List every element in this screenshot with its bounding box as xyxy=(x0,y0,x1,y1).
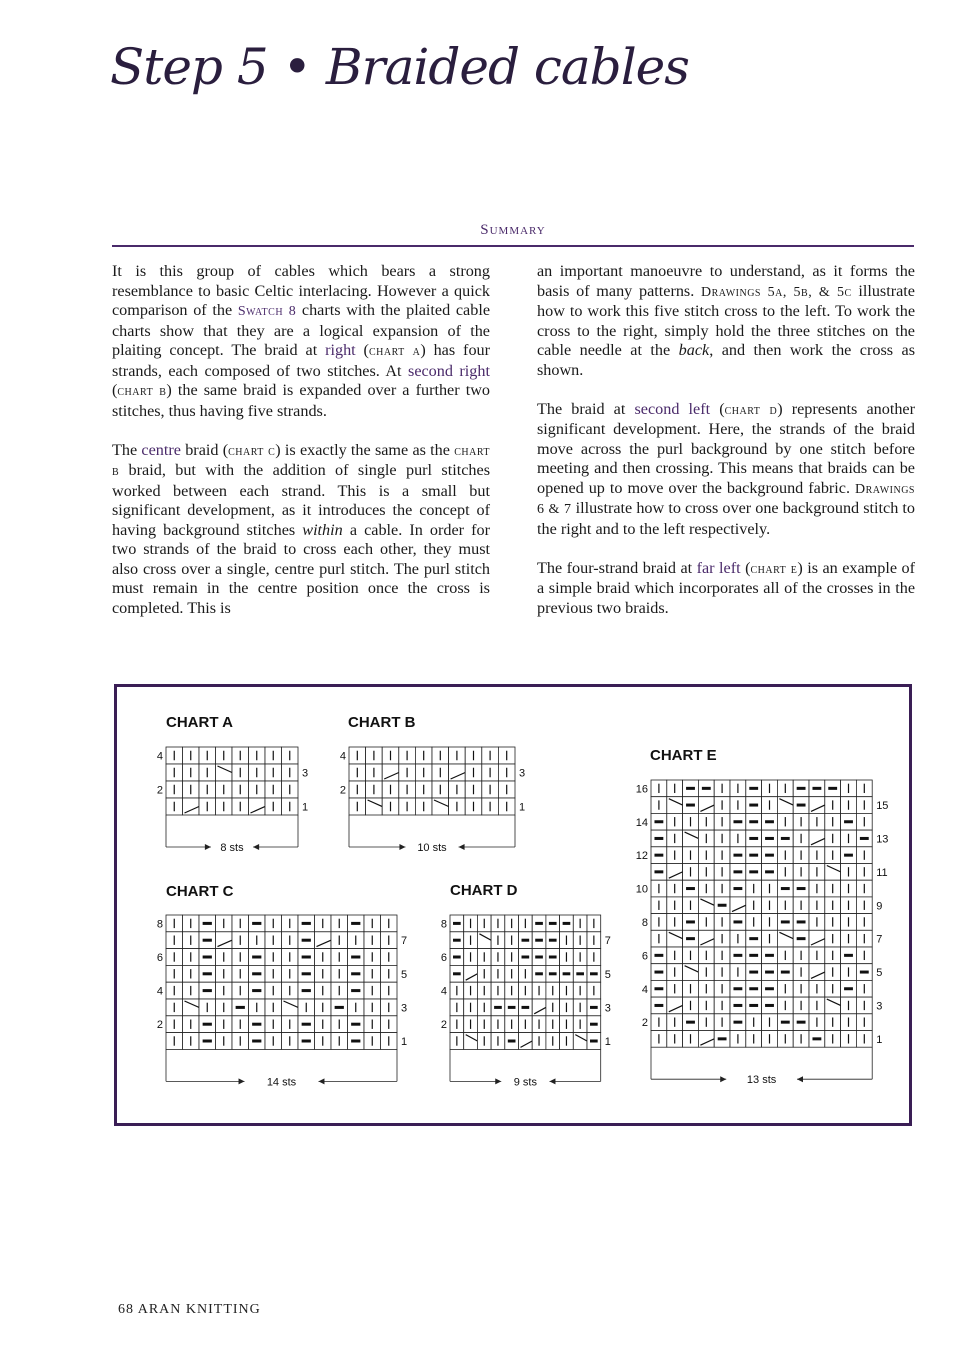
purl-symbol xyxy=(252,1023,261,1026)
text-run: ) represents another significant development. Here, the strands of the braid move across the purl background by one stitch before meeting and then crossing. This means that braids can be opened up to move over the background fabric. xyxy=(537,399,916,497)
arrow-right-icon xyxy=(205,844,211,850)
purl-symbol xyxy=(797,804,806,807)
page-footer xyxy=(118,1302,261,1318)
purl-symbol xyxy=(563,922,571,925)
purl-symbol xyxy=(236,1006,245,1009)
chart-grid-group xyxy=(636,780,889,1086)
footer-book-title: ARAN KNITTING xyxy=(137,1302,261,1317)
purl-symbol xyxy=(733,954,742,957)
purl-symbol xyxy=(844,954,853,957)
text-run: right xyxy=(325,341,356,359)
stitch-count-label: 10 sts xyxy=(417,842,447,854)
arrow-right-icon xyxy=(399,844,405,850)
purl-symbol xyxy=(508,1040,516,1043)
purl-symbol xyxy=(686,887,695,890)
purl-symbol xyxy=(781,887,790,890)
row-number-label: 5 xyxy=(604,968,611,981)
row-number-label: 3 xyxy=(302,767,309,780)
purl-symbol xyxy=(494,1006,502,1009)
paragraph-1 xyxy=(112,262,490,421)
purl-symbol xyxy=(781,920,790,923)
purl-symbol xyxy=(733,870,742,873)
row-number-label: 9 xyxy=(876,900,883,913)
purl-symbol xyxy=(453,956,461,959)
purl-symbol xyxy=(302,956,311,959)
purl-symbol xyxy=(590,1040,598,1043)
purl-symbol xyxy=(535,972,543,975)
purl-symbol xyxy=(765,987,774,990)
row-number-label: 1 xyxy=(401,1036,408,1048)
purl-symbol xyxy=(351,1040,360,1043)
purl-symbol xyxy=(749,971,758,974)
purl-symbol xyxy=(453,939,461,942)
purl-symbol xyxy=(549,922,557,925)
arrow-right-icon xyxy=(239,1078,245,1084)
purl-symbol xyxy=(781,1021,790,1024)
purl-symbol xyxy=(765,854,774,857)
chart-c xyxy=(146,915,427,1099)
purl-symbol xyxy=(749,837,758,840)
chart-a-title: CHART A xyxy=(166,714,233,731)
row-number-label: 14 xyxy=(635,816,648,829)
purl-symbol xyxy=(781,837,790,840)
stitch-count-label: 13 sts xyxy=(746,1074,777,1087)
arrow-right-icon xyxy=(495,1078,501,1084)
row-number-label: 7 xyxy=(876,933,883,946)
chart-grid-group xyxy=(157,747,308,854)
purl-symbol xyxy=(252,989,261,992)
purl-symbol xyxy=(302,972,311,975)
text-run: Drawings 5a, 5b, & 5c xyxy=(701,284,852,300)
purl-symbol xyxy=(535,939,543,942)
text-run: second right xyxy=(408,361,490,380)
chart-grid-group xyxy=(441,915,611,1088)
row-number-label: 2 xyxy=(440,1019,447,1032)
text-run: chart a xyxy=(368,344,421,359)
page-title: Step 5 • Braided cables xyxy=(110,38,689,96)
arrow-right-icon xyxy=(720,1076,726,1082)
row-number-label: 2 xyxy=(156,784,163,797)
purl-symbol xyxy=(733,1004,742,1007)
text-run: chart c xyxy=(228,443,276,459)
purl-symbol xyxy=(718,904,727,907)
text-run: within xyxy=(302,520,343,539)
purl-symbol xyxy=(718,1037,727,1040)
row-number-label: 4 xyxy=(339,750,346,763)
text-run: The four-strand braid at xyxy=(537,558,697,577)
purl-symbol xyxy=(749,937,758,940)
row-number-label: 2 xyxy=(641,1017,648,1030)
purl-symbol xyxy=(252,956,261,959)
row-number-label: 2 xyxy=(156,1019,163,1032)
text-run: back xyxy=(678,341,710,359)
row-number-label: 3 xyxy=(604,1002,611,1015)
row-number-label: 6 xyxy=(440,952,447,964)
purl-symbol xyxy=(654,987,663,990)
row-number-label: 4 xyxy=(156,750,163,763)
purl-symbol xyxy=(252,922,261,925)
purl-symbol xyxy=(203,989,212,992)
purl-symbol xyxy=(351,989,360,992)
purl-symbol xyxy=(453,922,461,925)
row-number-label: 2 xyxy=(339,784,346,797)
purl-symbol xyxy=(733,820,742,823)
purl-symbol xyxy=(508,1006,516,1009)
purl-symbol xyxy=(686,937,695,940)
purl-symbol xyxy=(781,971,790,974)
text-run: The braid at xyxy=(537,399,635,418)
purl-symbol xyxy=(844,820,853,823)
purl-symbol xyxy=(590,1023,598,1026)
purl-symbol xyxy=(203,1023,212,1026)
purl-symbol xyxy=(749,987,758,990)
purl-symbol xyxy=(860,971,869,974)
row-number-label: 7 xyxy=(401,935,408,948)
purl-symbol xyxy=(765,820,774,823)
purl-symbol xyxy=(797,920,806,923)
chart-b xyxy=(329,747,545,865)
purl-symbol xyxy=(351,972,360,975)
row-number-label: 7 xyxy=(604,935,611,948)
text-run: ) has four strands, each composed of two stitches. At xyxy=(112,341,491,380)
purl-symbol xyxy=(733,987,742,990)
purl-symbol xyxy=(302,1023,311,1026)
chart-grid-group xyxy=(157,915,407,1088)
text-run: The xyxy=(112,440,142,459)
purl-symbol xyxy=(797,887,806,890)
text-run: chart e xyxy=(750,561,798,577)
stitch-count-label: 14 sts xyxy=(266,1076,297,1089)
row-number-label: 1 xyxy=(519,801,526,814)
purl-symbol xyxy=(765,870,774,873)
purl-symbol xyxy=(335,1006,344,1009)
stitch-count-label: 9 sts xyxy=(513,1076,537,1089)
row-number-label: 12 xyxy=(635,850,648,863)
purl-symbol xyxy=(797,787,806,790)
purl-symbol xyxy=(686,920,695,923)
purl-symbol xyxy=(302,989,311,992)
purl-symbol xyxy=(453,972,461,975)
chart-e-title: CHART E xyxy=(650,747,717,764)
purl-symbol xyxy=(522,1006,530,1009)
text-run: chart b xyxy=(112,443,490,479)
purl-symbol xyxy=(749,804,758,807)
text-run: charts with the plaited cable charts show that they are a logical expansion of the plaiting concept. The braid at xyxy=(112,301,490,359)
purl-symbol xyxy=(549,956,557,959)
purl-symbol xyxy=(302,939,311,942)
text-run: ( xyxy=(710,399,725,418)
purl-symbol xyxy=(654,820,663,823)
arrow-left-icon xyxy=(549,1078,555,1084)
row-number-label: 4 xyxy=(641,983,648,996)
purl-symbol xyxy=(522,939,530,942)
text-run: chart d xyxy=(724,402,778,418)
purl-symbol xyxy=(686,787,695,790)
purl-symbol xyxy=(654,1004,663,1007)
purl-symbol xyxy=(733,854,742,857)
row-number-label: 3 xyxy=(401,1002,408,1015)
chart-e xyxy=(631,780,902,1097)
row-number-label: 5 xyxy=(401,968,408,981)
text-run: Drawings 6 & 7 xyxy=(537,481,915,517)
purl-symbol xyxy=(252,972,261,975)
purl-symbol xyxy=(351,922,360,925)
purl-symbol xyxy=(549,972,557,975)
purl-symbol xyxy=(702,787,711,790)
text-column-right xyxy=(537,262,915,638)
purl-symbol xyxy=(654,971,663,974)
text-run: a cable. In order for two strands of the braid to cross each other, they must also cross over a single, centre purl stitch. The purl stitch must remain in the centre position once the cross is completed. This is xyxy=(112,520,491,617)
purl-symbol xyxy=(252,1040,261,1043)
text-column-left xyxy=(112,262,490,638)
purl-symbol xyxy=(844,987,853,990)
chart-grid-group xyxy=(340,747,525,854)
row-number-label: 3 xyxy=(876,1000,883,1013)
text-run: illustrate how to cross over one background stitch to the right and to the left respectively. xyxy=(537,499,915,538)
section-rule xyxy=(112,245,914,247)
text-run: second left xyxy=(634,399,711,418)
purl-symbol xyxy=(576,972,584,975)
text-run: braid ( xyxy=(180,440,229,459)
row-number-label: 13 xyxy=(876,833,889,846)
chart-b-title: CHART B xyxy=(348,714,416,731)
paragraph-5 xyxy=(537,559,915,619)
purl-symbol xyxy=(765,971,774,974)
chart-a xyxy=(146,747,328,865)
row-number-label: 15 xyxy=(876,800,889,813)
purl-symbol xyxy=(733,1021,742,1024)
purl-symbol xyxy=(860,837,869,840)
stitch-count-label: 8 sts xyxy=(220,842,244,854)
purl-symbol xyxy=(590,1006,598,1009)
purl-symbol xyxy=(749,820,758,823)
chart-d xyxy=(430,915,631,1099)
paragraph-3 xyxy=(537,262,915,380)
row-number-label: 1 xyxy=(604,1036,611,1048)
purl-symbol xyxy=(686,1021,695,1024)
purl-symbol xyxy=(302,1040,311,1043)
purl-symbol xyxy=(535,956,543,959)
text-run: ) is exactly the same as the xyxy=(275,440,455,459)
text-run: ( xyxy=(112,381,118,399)
row-number-label: 16 xyxy=(635,783,648,796)
row-number-label: 4 xyxy=(156,985,163,998)
purl-symbol xyxy=(535,922,543,925)
text-run: ( xyxy=(355,341,369,359)
purl-symbol xyxy=(549,939,557,942)
purl-symbol xyxy=(686,804,695,807)
row-number-label: 3 xyxy=(519,767,526,780)
purl-symbol xyxy=(203,922,212,925)
purl-symbol xyxy=(749,870,758,873)
paragraph-2 xyxy=(112,441,490,619)
text-run: ) the same braid is expanded over a further two stitches, thus having five strands. xyxy=(112,381,490,420)
text-run: , and then work the cross as shown. xyxy=(537,341,916,379)
row-number-label: 1 xyxy=(876,1033,883,1046)
row-number-label: 8 xyxy=(641,916,648,929)
purl-symbol xyxy=(733,920,742,923)
text-run: It is this group of cables which bears a strong resemblance to basic Celtic interlacing. However a quick comparison of the xyxy=(112,262,490,319)
chart-d-title: CHART D xyxy=(450,882,518,899)
arrow-left-icon xyxy=(459,844,465,850)
section-heading: Summary xyxy=(480,222,546,238)
purl-symbol xyxy=(749,1004,758,1007)
text-run: ( xyxy=(740,558,751,577)
purl-symbol xyxy=(812,1037,821,1040)
row-number-label: 6 xyxy=(641,950,648,963)
row-number-label: 11 xyxy=(876,866,888,879)
purl-symbol xyxy=(749,854,758,857)
purl-symbol xyxy=(563,972,571,975)
purl-symbol xyxy=(654,854,663,857)
purl-symbol xyxy=(302,922,311,925)
purl-symbol xyxy=(765,1004,774,1007)
purl-symbol xyxy=(203,939,212,942)
row-number-label: 6 xyxy=(156,952,163,964)
row-number-label: 8 xyxy=(156,918,163,931)
purl-symbol xyxy=(654,954,663,957)
purl-symbol xyxy=(203,956,212,959)
text-run: braid, but with the addition of single purl stitches worked between each strand. This is a small but significant development, as it introduces the concept of having background stitches xyxy=(112,461,490,539)
purl-symbol xyxy=(828,787,837,790)
text-run: centre xyxy=(141,440,181,459)
purl-symbol xyxy=(733,887,742,890)
text-run: illustrate how to work this five stitch cross to the left. To work the cross to the right, simply hold the three stitches on the cable needle at the xyxy=(537,281,915,359)
purl-symbol xyxy=(797,1021,806,1024)
purl-symbol xyxy=(654,870,663,873)
text-run: an important manoeuvre to understand, as it forms the basis of many patterns. xyxy=(537,262,915,300)
purl-symbol xyxy=(749,954,758,957)
text-run: ) is an example of a simple braid which incorporates all of the crosses in the previous two braids. xyxy=(537,558,916,617)
purl-symbol xyxy=(797,937,806,940)
purl-symbol xyxy=(654,837,663,840)
row-number-label: 1 xyxy=(302,801,309,814)
purl-symbol xyxy=(351,956,360,959)
purl-symbol xyxy=(522,956,530,959)
purl-symbol xyxy=(749,787,758,790)
chart-c-title: CHART C xyxy=(166,883,234,900)
row-number-label: 5 xyxy=(876,967,883,980)
arrow-left-icon xyxy=(253,844,259,850)
row-number-label: 8 xyxy=(440,918,447,931)
row-number-label: 10 xyxy=(635,883,648,896)
purl-symbol xyxy=(765,837,774,840)
row-number-label: 4 xyxy=(440,985,447,998)
purl-symbol xyxy=(844,854,853,857)
purl-symbol xyxy=(351,1023,360,1026)
purl-symbol xyxy=(812,787,821,790)
purl-symbol xyxy=(203,972,212,975)
arrow-left-icon xyxy=(318,1078,324,1084)
arrow-left-icon xyxy=(797,1076,803,1082)
footer-page-number: 68 xyxy=(118,1302,134,1317)
purl-symbol xyxy=(590,972,598,975)
purl-symbol xyxy=(203,1040,212,1043)
text-run: Swatch 8 xyxy=(237,304,297,319)
purl-symbol xyxy=(765,954,774,957)
paragraph-4 xyxy=(537,400,915,540)
text-run: far left xyxy=(696,558,741,577)
text-run: chart b xyxy=(117,384,167,399)
